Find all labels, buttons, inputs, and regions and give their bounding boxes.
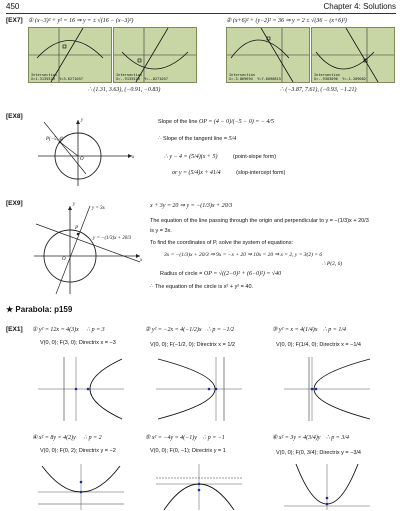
ex9-radius: [160, 271, 281, 277]
ex1-item4-num: ④: [32, 435, 38, 441]
ex8-diagram: [28, 118, 138, 188]
ex1-item6-info: V(0, 0); F(0, 3/4); Directrix y = −3/4: [276, 450, 361, 456]
ex1-item2-equation: y² = −2x = 4(−1/2)x: [151, 327, 202, 333]
ex7-p2-equation: [226, 17, 347, 24]
ex7-p1-num: ①: [28, 18, 34, 24]
ex1-graph-6: [282, 462, 372, 510]
ex1-item5-equation: x² = −4y = 4(−1)y: [151, 435, 197, 441]
ex1-item1-equation: y² = 12x = 4(3)x: [38, 327, 79, 333]
ex8-label: [EX8]: [6, 113, 23, 120]
star-icon: ★: [6, 305, 14, 314]
ex1-item2-num: ②: [145, 327, 151, 333]
ex7-p1-eq: (x−3)² + y² = 16: [34, 18, 75, 24]
ex1-graph-4: [36, 462, 126, 510]
ex8-slope-intercept-eq: or y = (5/4)x + 41/4: [172, 170, 221, 176]
ex1-item2-info: V(0, 0); F(−1/2, 0); Directrix x = 1/2: [150, 342, 235, 348]
ex1-item4-p: ∴ p = 2: [83, 435, 102, 441]
ex7-p2-sol: y = 2 ± √(36 − (x+6)²): [292, 18, 347, 24]
ex9-eq1: x + 3y = 20 ⇒ y = −(1/3)x + 20/3: [150, 203, 233, 209]
ex7-p2-eq: (x+6)² + (y−2)² = 36: [232, 18, 285, 24]
ex9-radius-label: Radius of circle =: [160, 271, 203, 277]
ex1-item1-eq: [32, 326, 105, 333]
ex1-item6-equation: x² = 3y = 4(3/4)y: [278, 435, 321, 441]
ex8-point-slope-label: (point-slope form): [232, 154, 277, 160]
ex1-item3-p: ∴ p = 1/4: [322, 327, 346, 333]
ex7-calc-screen-2: [113, 27, 197, 83]
ex1-item3-num: ③: [272, 327, 278, 333]
ex1-item1-p: ∴ p = 3: [86, 327, 105, 333]
calc-readout-3: Intersection X=-3.869694 Y=7.6090815: [229, 73, 281, 81]
ex1-item1-info: V(0, 0); F(3, 0); Directrix x = −3: [40, 340, 116, 346]
ex1-item2-p: ∴ p = −1/2: [207, 327, 235, 333]
ex1-item1-num: ①: [32, 327, 38, 333]
ex9-point-result: ∴ P(2, 6): [322, 261, 343, 267]
ex9-text2: To find the coordinates of P, solve the system of equations:: [150, 240, 293, 246]
section-title: [6, 305, 72, 314]
ex9-radius-eq: OP = √((2−0)² + (6−0)²) = √40: [203, 271, 282, 277]
ex7-calc-screen-1: [28, 27, 112, 83]
ex1-item4-info: V(0, 0); F(0, 2); Directrix y = −2: [40, 448, 116, 454]
ex1-item5-eq: [145, 434, 225, 441]
ex1-item5-num: ⑤: [145, 435, 151, 441]
ex1-graph-3: [282, 355, 372, 423]
ex1-item6-p: ∴ p = 3/4: [325, 435, 349, 441]
page-number: 450: [6, 2, 20, 11]
section-title-text: Parabola: p159: [15, 305, 73, 314]
ex9-eq2: 3x = −(1/3)x + 20/3 ⇒ 9x = −x + 20 ⇒ 10x = 20 ⇒ x = 2, y = 3(2) = 6: [164, 252, 323, 258]
ex8-y-axis-label: y: [81, 118, 84, 123]
ex7-p2-arrow: ⇒: [285, 18, 291, 24]
ex9-text1: The equation of the line passing through the origin and perpendicular to y = −(1/3)x + 20/3: [150, 218, 369, 224]
ex1-item6-num: ⑥: [272, 435, 278, 441]
ex7-p2-num: ②: [226, 18, 232, 24]
ex9-circle-equation: ∴ The equation of the circle is x² + y² = 40.: [150, 284, 254, 290]
ex1-graph-5: [154, 462, 244, 510]
ex8-tangent-slope: 5/4: [228, 136, 237, 142]
ex7-calc-screen-4: [311, 27, 395, 83]
ex1-graph-2: [154, 355, 244, 423]
ex1-item5-p: ∴ p = −1: [202, 435, 225, 441]
ex7-label: [EX7]: [6, 17, 23, 24]
page-header: [6, 2, 396, 14]
ex7-p1-arrow: ⇒: [76, 18, 82, 24]
ex1-item6-eq: [272, 434, 349, 441]
ex9-label: [EX9]: [6, 200, 23, 207]
ex9-point-label: P: [75, 226, 79, 231]
ex7-p1-sol: y = ± √(16 − (x−3)²): [83, 18, 134, 24]
ex1-item5-info: V(0, 0); F(0, −1); Directrix y = 1: [150, 448, 226, 454]
ex8-line2: [158, 136, 236, 142]
ex1-item3-equation: y² = x = 4(1/4)x: [278, 327, 318, 333]
ex9-line-label-1: y = 3x: [92, 206, 105, 211]
ex1-label: [EX1]: [6, 326, 23, 333]
ex9-origin-label: O: [62, 257, 66, 262]
calc-readout-1: Intersection X=1.3135529 Y=3.6271057: [31, 73, 83, 81]
ex1-item4-eq: [32, 434, 102, 441]
ex7-p1-equation: [28, 17, 133, 24]
ex8-line4: [172, 170, 285, 176]
ex8-slope-eq: OP = (4 − 0)/(−5 − 0) = − 4/5: [198, 119, 274, 125]
ex9-line-label-2: y = −(1/3)x + 20/3: [93, 236, 132, 241]
ex8-slope-text: Slope of the line: [158, 119, 198, 125]
ex8-line1: [158, 119, 274, 125]
ex8-point-slope-eq: ∴ y − 4 = (5/4)(x + 5): [164, 154, 218, 160]
ex9-diagram: [28, 204, 146, 296]
ex8-tangent-text: ∴ Slope of the tangent line =: [158, 136, 228, 142]
calc-readout-4: Intersection X=-.9303096 Y=-1.209082: [314, 73, 366, 81]
calc-readout-2: Intersection X=-.9135529 Y=-.8271057: [116, 73, 168, 81]
ex1-graph-1: [36, 355, 126, 423]
ex8-origin-label: O: [80, 157, 84, 162]
ex8-line3: [164, 153, 276, 160]
ex1-item2-eq: [145, 326, 234, 333]
ex9-x-axis-label: x: [140, 258, 143, 263]
ex8-point-label: P(−5, 4): [46, 137, 64, 142]
ex9-text1b: is y = 3x.: [150, 228, 172, 234]
ex7-p2-answer: ∴ (−3.87, 7.61), (−0.93, −1.21): [280, 87, 357, 93]
ex8-x-axis-label: x: [132, 155, 135, 160]
ex9-y-axis-label: y: [73, 202, 76, 207]
ex7-calc-screen-3: [226, 27, 310, 83]
ex1-item3-eq: [272, 326, 346, 333]
ex7-p1-answer: ∴ (1.31, 3.63), (−0.91, −0.83): [88, 87, 161, 93]
ex8-slope-intercept-label: (slop-intercept form): [236, 170, 286, 176]
ex1-item3-info: V(0, 0); F(1/4, 0); Directrix x = −1/4: [276, 342, 361, 348]
chapter-title: Chapter 4: Solutions: [323, 2, 396, 11]
ex1-item4-equation: x² = 8y = 4(2)y: [38, 435, 76, 441]
